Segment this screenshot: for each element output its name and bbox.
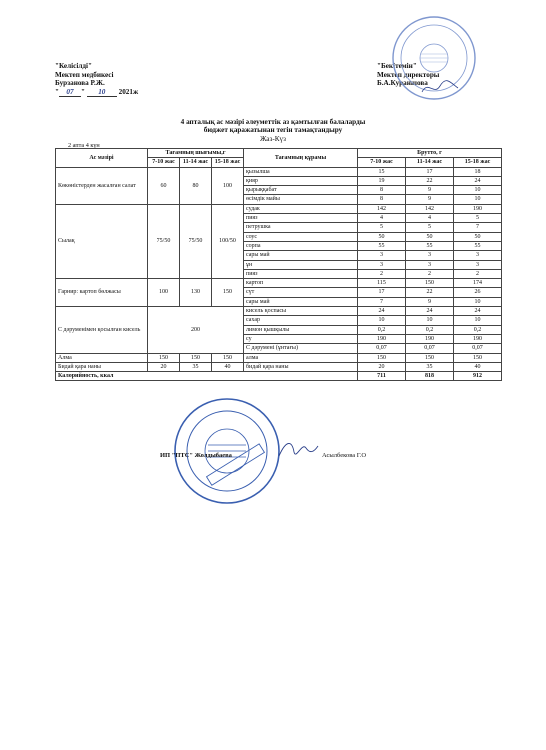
dish-yield-age-2: 35 (180, 362, 212, 371)
ingredient-name: су (244, 334, 358, 343)
gross-age-3: 150 (454, 353, 502, 362)
gross-age-1: 4 (358, 214, 406, 223)
gross-age-1: 20 (358, 362, 406, 371)
gross-age-2: 50 (406, 232, 454, 241)
table-row (56, 167, 502, 176)
gross-age-3: 10 (454, 186, 502, 195)
gross-age-1: 8 (358, 195, 406, 204)
gross-age-2: 9 (406, 186, 454, 195)
gross-age-1: 50 (358, 232, 406, 241)
ingredient-name: сорпа (244, 241, 358, 250)
gross-age-3: 55 (454, 241, 502, 250)
table-row (56, 279, 502, 288)
gross-age-2: 3 (406, 251, 454, 260)
approved-person: Б.А.Кураншова (377, 79, 428, 88)
gross-age-3: 40 (454, 362, 502, 371)
ingredient-name: өсімдік майы (244, 195, 358, 204)
dish-name: Бидай қара наны (56, 362, 148, 371)
ingredient-name: қырыққабат (244, 186, 358, 195)
gross-age-1: 0,2 (358, 325, 406, 334)
gross-age-1: 15 (358, 167, 406, 176)
header-yield-age-1: 7-10 жас (148, 158, 180, 167)
header-menu: Ас мәзірі (56, 149, 148, 168)
table-row (56, 362, 502, 371)
approved-position: Мектеп директоры (377, 70, 440, 79)
ingredient-name: соус (244, 232, 358, 241)
week-day-label: 2 апта 4 күн (68, 142, 100, 149)
table-row (56, 353, 502, 362)
ingredient-name: бидай қара наны (244, 362, 358, 371)
gross-age-3: 2 (454, 269, 502, 278)
table-header-row (56, 149, 502, 158)
gross-age-2: 22 (406, 288, 454, 297)
ingredient-name: қияр (244, 176, 358, 185)
dish-name: Сылақ (56, 204, 148, 278)
ingredient-name: сахар (244, 316, 358, 325)
gross-age-2: 10 (406, 316, 454, 325)
ingredient-name: пияз (244, 214, 358, 223)
header-gross-age-1: 7-10 жас (358, 158, 406, 167)
company-stamp-icon (172, 396, 282, 506)
header-yield-age-3: 15-18 жас (212, 158, 244, 167)
gross-age-1: 3 (358, 251, 406, 260)
gross-age-2: 17 (406, 167, 454, 176)
agreed-person: Бурзанова Р.Ж. (55, 79, 105, 88)
ingredient-name: ұн (244, 260, 358, 269)
gross-age-1: 3 (358, 260, 406, 269)
dish-name: Гарнир: картоп бөлжасы (56, 279, 148, 307)
dish-yield-age-1: 150 (148, 353, 180, 362)
gross-age-3: 0,07 (454, 344, 502, 353)
gross-age-3: 10 (454, 195, 502, 204)
gross-age-2: 190 (406, 334, 454, 343)
ingredient-name: картоп (244, 279, 358, 288)
gross-age-1: 55 (358, 241, 406, 250)
ingredient-name: сүт (244, 288, 358, 297)
gross-age-2: 9 (406, 297, 454, 306)
title-line-2: бюджет қаражатынан тегін тамақтандыру (203, 126, 343, 135)
ingredient-name: пияз (244, 269, 358, 278)
gross-age-2: 4 (406, 214, 454, 223)
table-row (56, 204, 502, 213)
dish-yield-age-3: 150 (212, 279, 244, 307)
menu-title (100, 118, 446, 143)
ingredient-name: петрушка (244, 223, 358, 232)
dish-name: Көкөністерден жасалған салат (56, 167, 148, 204)
dish-yield-age-3: 40 (212, 362, 244, 371)
gross-age-1: 115 (358, 279, 406, 288)
gross-age-2: 35 (406, 362, 454, 371)
title-line-1: 4 апталық ас мәзірі әлеуметтік аз қамтылған балаларды (180, 118, 366, 126)
gross-age-2: 55 (406, 241, 454, 250)
ingredient-name: С дәрумені (ұнтағы) (244, 344, 358, 353)
table-row (56, 307, 502, 316)
gross-age-3: 24 (454, 307, 502, 316)
gross-age-1: 0,07 (358, 344, 406, 353)
gross-age-2: 22 (406, 176, 454, 185)
dish-yield-age-1: 60 (148, 167, 180, 204)
gross-age-2: 5 (406, 223, 454, 232)
header-yield-age-2: 11-14 жас (180, 158, 212, 167)
gross-age-1: 19 (358, 176, 406, 185)
menu-table-body (56, 149, 502, 381)
gross-age-3: 7 (454, 223, 502, 232)
gross-age-3: 190 (454, 334, 502, 343)
dish-yield-age-3: 100 (212, 167, 244, 204)
gross-age-2: 2 (406, 269, 454, 278)
calorie-value-age-1: 711 (358, 372, 406, 381)
gross-age-3: 0,2 (454, 325, 502, 334)
supplier-signature-icon (276, 436, 320, 462)
dish-yield-age-3: 150 (212, 353, 244, 362)
header-gross-age-2: 11-14 жас (406, 158, 454, 167)
gross-age-1: 24 (358, 307, 406, 316)
calorie-value-age-3: 912 (454, 372, 502, 381)
gross-age-1: 5 (358, 223, 406, 232)
ingredient-name: сары май (244, 297, 358, 306)
calorie-row (56, 372, 502, 381)
dish-yield-age-2: 130 (180, 279, 212, 307)
ingredient-name: судак (244, 204, 358, 213)
ingredient-name: қызылша (244, 167, 358, 176)
calorie-label: Калорийность, ккал (56, 372, 358, 381)
dish-yield-age-1: 20 (148, 362, 180, 371)
menu-table (55, 148, 502, 381)
gross-age-2: 0,2 (406, 325, 454, 334)
header-gross-age-3: 15-18 жас (454, 158, 502, 167)
dish-yield-age-3: 100/50 (212, 204, 244, 278)
dish-yield-age-2: 150 (180, 353, 212, 362)
agreed-date-month: 10 (87, 88, 117, 98)
gross-age-1: 8 (358, 186, 406, 195)
gross-age-3: 18 (454, 167, 502, 176)
gross-age-2: 9 (406, 195, 454, 204)
calorie-value-age-2: 818 (406, 372, 454, 381)
gross-age-3: 174 (454, 279, 502, 288)
dish-yield-age-1: 75/50 (148, 204, 180, 278)
gross-age-2: 150 (406, 353, 454, 362)
header-gross: Брутто, г (358, 149, 502, 158)
gross-age-3: 50 (454, 232, 502, 241)
ingredient-name: лимон қышқылы (244, 325, 358, 334)
gross-age-2: 150 (406, 279, 454, 288)
gross-age-2: 0,07 (406, 344, 454, 353)
gross-age-3: 5 (454, 214, 502, 223)
gross-age-1: 190 (358, 334, 406, 343)
gross-age-1: 2 (358, 269, 406, 278)
gross-age-1: 142 (358, 204, 406, 213)
dish-name: С дәруменімен қосылған кисель (56, 307, 148, 353)
ingredient-name: алма (244, 353, 358, 362)
signature-left: ИП "ПТС" Жолдыбаева (160, 452, 232, 459)
gross-age-2: 3 (406, 260, 454, 269)
gross-age-2: 142 (406, 204, 454, 213)
gross-age-3: 190 (454, 204, 502, 213)
dish-name: Алма (56, 353, 148, 362)
gross-age-3: 3 (454, 260, 502, 269)
approved-title: "Бекітемін" (377, 62, 417, 70)
gross-age-1: 7 (358, 297, 406, 306)
ingredient-name: сары май (244, 251, 358, 260)
ingredient-name: кисель қоспасы (244, 307, 358, 316)
agreed-date: " 07 " 10 2021ж (55, 87, 139, 96)
director-signature-icon (420, 78, 460, 98)
gross-age-3: 24 (454, 176, 502, 185)
agreed-block (55, 62, 138, 97)
dish-yield-age-1: 100 (148, 279, 180, 307)
gross-age-3: 10 (454, 297, 502, 306)
gross-age-1: 150 (358, 353, 406, 362)
dish-yield-age-2: 75/50 (180, 204, 212, 278)
gross-age-1: 17 (358, 288, 406, 297)
gross-age-3: 26 (454, 288, 502, 297)
agreed-title: "Келісілді" (55, 62, 92, 70)
gross-age-3: 10 (454, 316, 502, 325)
title-line-3: Жаз-Күз (260, 134, 286, 143)
dish-yield-age-2: 80 (180, 167, 212, 204)
gross-age-3: 3 (454, 251, 502, 260)
header-yield: Тағамның шығымы,г (148, 149, 244, 158)
signature-right: Асылбекова Г.О (322, 452, 367, 459)
agreed-date-day: 07 (59, 88, 81, 98)
gross-age-1: 10 (358, 316, 406, 325)
agreed-position: Мектеп медбикесі (55, 70, 114, 79)
gross-age-2: 24 (406, 307, 454, 316)
dish-yield: 200 (148, 307, 244, 353)
header-composition: Тағамның құрамы (244, 149, 358, 168)
